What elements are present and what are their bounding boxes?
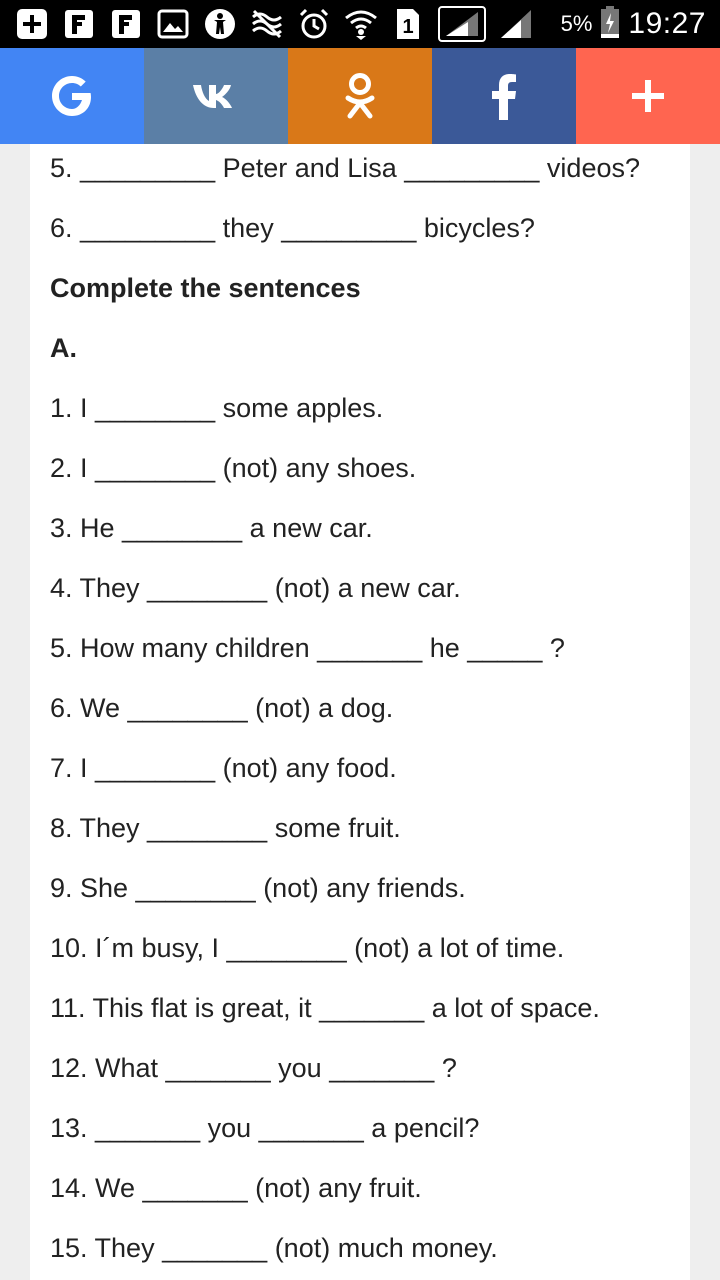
accessibility-icon bbox=[202, 6, 238, 42]
battery-percent: 5% bbox=[560, 11, 593, 36]
exercise-line: 4. They ________ (not) a new car. bbox=[50, 573, 461, 603]
add-box-icon bbox=[14, 6, 50, 42]
exercise-line: 15. They _______ (not) much money. bbox=[50, 1233, 498, 1263]
share-vk-button[interactable] bbox=[144, 48, 288, 144]
flipboard-icon bbox=[61, 6, 97, 42]
nfc-off-icon bbox=[249, 6, 285, 42]
status-right bbox=[561, 0, 706, 48]
sim1-icon bbox=[390, 6, 426, 42]
clock: 19:27 bbox=[628, 7, 706, 40]
subsection-label: A. bbox=[50, 333, 77, 363]
signal-icon bbox=[498, 6, 534, 42]
google-icon bbox=[49, 73, 95, 119]
exercise-line: 7. I ________ (not) any food. bbox=[50, 753, 397, 783]
exercise-line: 6. We ________ (not) a dog. bbox=[50, 693, 394, 723]
alarm-icon bbox=[296, 6, 332, 42]
exercise-line: 9. She ________ (not) any friends. bbox=[50, 873, 466, 903]
facebook-icon bbox=[490, 72, 518, 120]
odnoklassniki-icon bbox=[343, 72, 377, 120]
exercise-line: 3. He ________ a new car. bbox=[50, 513, 373, 543]
share-bar bbox=[0, 48, 720, 144]
exercise-line: 13. _______ you _______ a pencil? bbox=[50, 1113, 480, 1143]
share-odnoklassniki-button[interactable] bbox=[288, 48, 432, 144]
share-more-button[interactable] bbox=[576, 48, 720, 144]
exercise-line: 5. How many children _______ he _____ ? bbox=[50, 633, 565, 663]
share-facebook-button[interactable] bbox=[432, 48, 576, 144]
section-heading: Complete the sentences bbox=[50, 273, 361, 303]
notification-icons bbox=[14, 6, 534, 42]
worksheet-card bbox=[30, 144, 690, 1280]
exercise-line: 8. They ________ some fruit. bbox=[50, 813, 401, 843]
exercise-line: 11. This flat is great, it _______ a lot of space. bbox=[50, 993, 600, 1023]
exercise-line: 14. We _______ (not) any fruit. bbox=[50, 1173, 422, 1203]
question-line: 6. _________ they _________ bicycles? bbox=[50, 213, 535, 243]
flipboard-icon bbox=[108, 6, 144, 42]
signal-icon bbox=[437, 6, 487, 42]
exercise-line: 10. I´m busy, I ________ (not) a lot of time. bbox=[50, 933, 565, 963]
vk-icon bbox=[192, 81, 240, 111]
svg-text:1: 1 bbox=[402, 16, 414, 38]
plus-icon bbox=[632, 80, 664, 112]
exercise-line: 1. I ________ some apples. bbox=[50, 393, 384, 423]
gallery-icon bbox=[155, 6, 191, 42]
wifi-icon bbox=[343, 6, 379, 42]
share-google-button[interactable] bbox=[0, 48, 144, 144]
status-bar bbox=[0, 0, 720, 48]
battery-icon bbox=[600, 5, 620, 44]
exercise-line: 12. What _______ you _______ ? bbox=[50, 1053, 457, 1083]
exercise-line: 2. I ________ (not) any shoes. bbox=[50, 453, 417, 483]
question-line: 5. _________ Peter and Lisa _________ videos? bbox=[50, 153, 640, 183]
